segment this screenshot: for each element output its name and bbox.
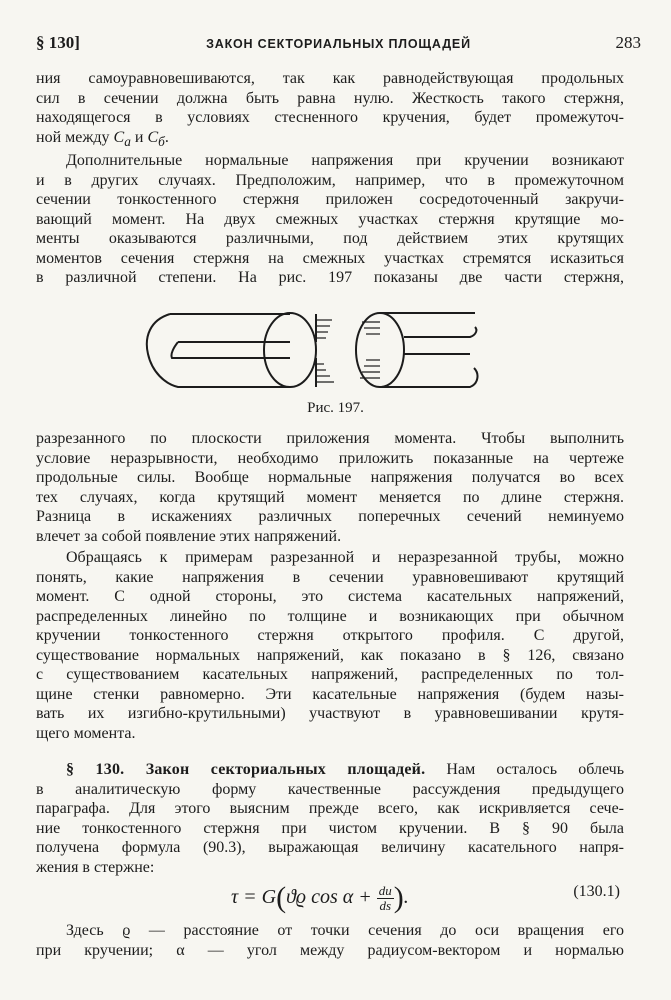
- text-line: влечет за собой появление этих напряжений.: [36, 527, 342, 545]
- text-line: жения в стержне:: [36, 858, 155, 876]
- text-line: момент. С одной стороны, это система касательных напряжений,: [36, 588, 624, 605]
- paragraph-5: [36, 921, 624, 960]
- text-line: разрезанного по плоскости приложения момента. Чтобы выполнить: [36, 430, 624, 447]
- text-line: в различной степени. На рис. 197 показаны две части стержня,: [36, 269, 624, 286]
- paragraph-2: [36, 151, 624, 288]
- text-line: менты оказываются различными, под действием этих крутящих: [36, 230, 624, 247]
- header-section: § 130]: [36, 33, 80, 52]
- text-line: условие неразрывности, необходимо приложить показанные на чертеже: [36, 449, 624, 467]
- text-line: сечении тонкостенного стержня приложен сосредоточенный закручи-: [36, 191, 624, 208]
- text-line: понять, какие напряжения в сечении уравновешивают крутящий: [36, 568, 624, 586]
- math-c-b: $C_б$: [147, 128, 165, 149]
- section-first-line: [36, 760, 624, 780]
- page-number: 283: [615, 33, 641, 52]
- text-line: ние тонкостенного стержня при чистом кручении. В § 90 была: [36, 819, 624, 837]
- figure-197: [140, 292, 480, 417]
- text-line: существование нормальных напряжений, как показано в § 126, связано: [36, 646, 624, 664]
- left-force-arrows: [316, 320, 334, 382]
- text-line: ной между $C_a$ и $C_б$.: [36, 128, 169, 149]
- text-fragment: Нам осталось облечь: [425, 761, 625, 778]
- left-pipe-part: [147, 313, 316, 387]
- figure-caption: Рис. 197.: [307, 400, 364, 416]
- text-line: находящегося в условиях стесненного кручения, будет промежуточ-: [36, 109, 624, 126]
- text-line: Разница в искажениях различных поперечных сечений неминуемо: [36, 508, 624, 525]
- paragraph-4: [36, 548, 624, 743]
- paragraph-3: [36, 429, 624, 546]
- text-line: параграфа. Для этого выясним прежде всего, как искривляется сече-: [36, 800, 624, 817]
- text-line: вающий момент. На двух смежных участках стержня крутящие мо-: [36, 210, 624, 228]
- header-title: ЗАКОН СЕКТОРИАЛЬНЫХ ПЛОЩАДЕЙ: [206, 37, 471, 51]
- fraction-du-ds: $\frac{du}{ds}$: [378, 882, 392, 913]
- text-line: Здесь ϱ — расстояние от точки сечения до оси вращения его: [66, 922, 624, 939]
- text-line: продольные силы. Вообще нормальные напряжения получатся во всех: [36, 469, 624, 486]
- formula-expression: τ = G(ϑϱ cos α + $\frac{du}{ds}$ ).: [231, 881, 409, 914]
- text-line: Дополнительные нормальные напряжения при кручении возникают: [66, 152, 624, 169]
- text-line: вать их изгибно-крутильными) участвуют в уравновешивании крутя-: [36, 705, 624, 722]
- text-line: щего момента.: [36, 724, 136, 742]
- formula-130-1: [36, 873, 624, 913]
- text-line: получена формула (90.3), выражающая величину касательного напря-: [36, 839, 624, 856]
- section-130: [36, 760, 624, 877]
- paragraph-1: [36, 69, 624, 147]
- section-heading: § 130. Закон секториальных площадей.: [66, 761, 426, 778]
- pipe-halves-drawing: [140, 292, 480, 397]
- text-line: ния самоуравновешиваются, так как равнодействующая продольных: [36, 70, 624, 87]
- text-line: в аналитическую форму качественные рассуждения предыдущего: [36, 780, 624, 798]
- text-line: с существованием касательных напряжений, распределенных по тол-: [36, 666, 624, 683]
- text-line: кручении тонкостенного стержня открытого профиля. С другой,: [36, 627, 624, 644]
- text-line: при кручении; α — угол между радиусом-вектором и нормалью: [36, 941, 624, 959]
- text-line: Обращаясь к примерам разрезанной и неразрезанной трубы, можно: [66, 549, 624, 566]
- text-line: сил в сечении должна быть равна нулю. Жесткость такого стержня,: [36, 89, 624, 107]
- text-line: моментов сечения стержня на смежных участках стремятся исказиться: [36, 249, 624, 267]
- running-header: [36, 33, 641, 57]
- math-c-a: $C_a$: [113, 128, 131, 149]
- right-force-arrows: [360, 322, 380, 378]
- text-line: и в других случаях. Предположим, например, что в промежуточном: [36, 171, 624, 189]
- text-line: тех случаях, когда крутящий момент меняется по длине стержня.: [36, 488, 624, 506]
- text-line: щине стенки равномерно. Эти касательные напряжения (будем назы-: [36, 685, 624, 703]
- equation-number: (130.1): [573, 883, 620, 900]
- text-line: распределенных линейно по толщине и возникающих при обычном: [36, 607, 624, 625]
- text-fragment: ной между: [36, 128, 110, 146]
- right-pipe-part: [356, 313, 477, 387]
